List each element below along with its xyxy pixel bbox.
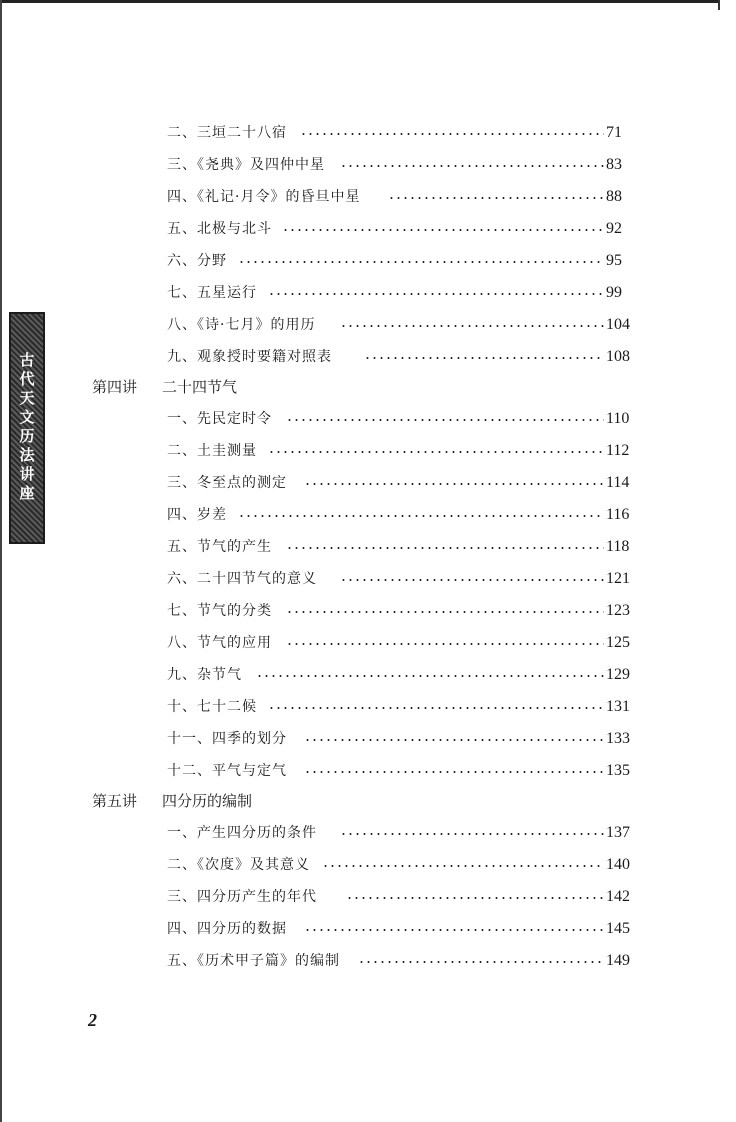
toc-entry-page: 133	[606, 730, 630, 747]
toc-entry-label: 一、先民定时令	[167, 406, 280, 432]
toc-entry-page: 118	[606, 538, 630, 555]
dot-leader	[300, 133, 604, 135]
chapter-title: 二十四节气	[162, 378, 238, 396]
toc-entry-page: 121	[606, 570, 630, 587]
toc-entry[interactable]	[0, 344, 736, 370]
toc-entry-page: 135	[606, 762, 630, 779]
dot-leader	[304, 929, 604, 931]
toc-entry-label: 二、三垣二十八宿	[167, 120, 295, 146]
toc-entry-page: 125	[606, 634, 630, 651]
dot-leader	[304, 483, 604, 485]
toc-entry-page: 71	[606, 124, 622, 141]
toc-entry-label: 八、《诗·七月》的用历	[167, 312, 323, 338]
toc-entry-page: 116	[606, 506, 630, 523]
toc-entry-label: 十二、平气与定气	[167, 758, 295, 784]
dot-leader	[304, 739, 604, 741]
dot-leader	[238, 261, 604, 263]
toc-entry-label: 十一、四季的划分	[167, 726, 295, 752]
toc-entry-label: 二、《次度》及其意义	[167, 852, 318, 878]
toc-entry-label: 十、七十二候	[167, 694, 265, 720]
dot-leader	[346, 897, 604, 899]
toc-entry[interactable]	[0, 184, 736, 210]
toc-entry-label: 四、岁差	[167, 502, 235, 528]
toc-entry-label: 六、分野	[167, 248, 235, 274]
toc-entry-label: 二、土圭测量	[167, 438, 265, 464]
dot-leader	[256, 675, 604, 677]
toc-entry-page: 137	[606, 824, 630, 841]
toc-entry[interactable]	[0, 630, 736, 656]
toc-entry-label: 五、北极与北斗	[167, 216, 280, 242]
toc-entry-label: 三、《尧典》及四仲中星	[167, 152, 333, 178]
toc-entry-label: 四、《礼记·月令》的昏旦中星	[167, 184, 368, 210]
dot-leader	[286, 611, 604, 613]
chapter-heading[interactable]	[92, 788, 592, 814]
dot-leader	[286, 643, 604, 645]
toc-entry-label: 四、四分历的数据	[167, 916, 295, 942]
toc-entry[interactable]	[0, 884, 736, 910]
toc-entry-page: 131	[606, 698, 630, 715]
toc-entry[interactable]	[0, 662, 736, 688]
toc-entry[interactable]	[0, 216, 736, 242]
toc-entry-page: 95	[606, 252, 622, 269]
toc-entry-label: 七、五星运行	[167, 280, 265, 306]
dot-leader	[388, 197, 604, 199]
dot-leader	[340, 579, 604, 581]
toc-entry[interactable]	[0, 916, 736, 942]
toc-entry-page: 112	[606, 442, 630, 459]
toc-entry-page: 83	[606, 156, 622, 173]
dot-leader	[238, 515, 604, 517]
toc-entry[interactable]	[0, 502, 736, 528]
toc-entry-label: 七、节气的分类	[167, 598, 280, 624]
chapter-heading[interactable]	[92, 374, 592, 400]
toc-entry-page: 123	[606, 602, 630, 619]
toc-entry[interactable]	[0, 566, 736, 592]
dot-leader	[282, 229, 604, 231]
toc-entry[interactable]	[0, 406, 736, 432]
toc-entry-page: 140	[606, 856, 630, 873]
toc-entry-label: 五、节气的产生	[167, 534, 280, 560]
toc-entry-label: 九、杂节气	[167, 662, 250, 688]
toc-entry[interactable]	[0, 312, 736, 338]
chapter-number: 第五讲	[92, 792, 138, 810]
dot-leader	[340, 325, 604, 327]
toc-entry-label: 三、冬至点的测定	[167, 470, 295, 496]
toc-entry-page: 142	[606, 888, 630, 905]
chapter-title: 四分历的编制	[162, 792, 253, 810]
dot-leader	[268, 293, 604, 295]
toc-entry[interactable]	[0, 948, 736, 974]
toc-entry[interactable]	[0, 152, 736, 178]
toc-entry[interactable]	[0, 694, 736, 720]
dot-leader	[286, 547, 604, 549]
toc-entry[interactable]	[0, 280, 736, 306]
toc-entry[interactable]	[0, 248, 736, 274]
toc-entry-label: 六、二十四节气的意义	[167, 566, 325, 592]
toc-entry[interactable]	[0, 726, 736, 752]
toc-entry-page: 145	[606, 920, 630, 937]
toc-entry[interactable]	[0, 534, 736, 560]
toc-entry-page: 110	[606, 410, 630, 427]
chapter-number: 第四讲	[92, 378, 138, 396]
dot-leader	[358, 961, 604, 963]
toc-entry-page: 114	[606, 474, 630, 491]
toc-entry[interactable]	[0, 438, 736, 464]
toc-entry[interactable]	[0, 852, 736, 878]
toc-entry[interactable]	[0, 758, 736, 784]
toc-entry-label: 九、观象授时要籍对照表	[167, 344, 340, 370]
dot-leader	[268, 707, 604, 709]
toc-entry-label: 五、《历术甲子篇》的编制	[167, 948, 348, 974]
dot-leader	[340, 833, 604, 835]
toc-entry-page: 92	[606, 220, 622, 237]
toc-entry[interactable]	[0, 470, 736, 496]
dot-leader	[268, 451, 604, 453]
toc-entry-label: 三、四分历产生的年代	[167, 884, 325, 910]
toc-entry-page: 129	[606, 666, 630, 683]
toc-entry-page: 149	[606, 952, 630, 969]
toc-entry-page: 108	[606, 348, 630, 365]
toc-entry-page: 104	[606, 316, 630, 333]
dot-leader	[340, 165, 604, 167]
dot-leader	[322, 865, 604, 867]
dot-leader	[286, 419, 604, 421]
toc-entry-label: 八、节气的应用	[167, 630, 280, 656]
dot-leader	[304, 771, 604, 773]
side-tab-title: 古代天文历法讲座	[17, 352, 36, 504]
page-number: 2	[88, 1010, 97, 1030]
toc-entry-page: 88	[606, 188, 622, 205]
toc-entry-label: 一、产生四分历的条件	[167, 820, 325, 846]
dot-leader	[364, 357, 604, 359]
top-right-tick	[718, 0, 720, 10]
toc-entry-page: 99	[606, 284, 622, 301]
toc-entry[interactable]	[0, 120, 736, 146]
top-border-rule	[0, 0, 720, 3]
toc-entry[interactable]	[0, 598, 736, 624]
toc-entry[interactable]	[0, 820, 736, 846]
